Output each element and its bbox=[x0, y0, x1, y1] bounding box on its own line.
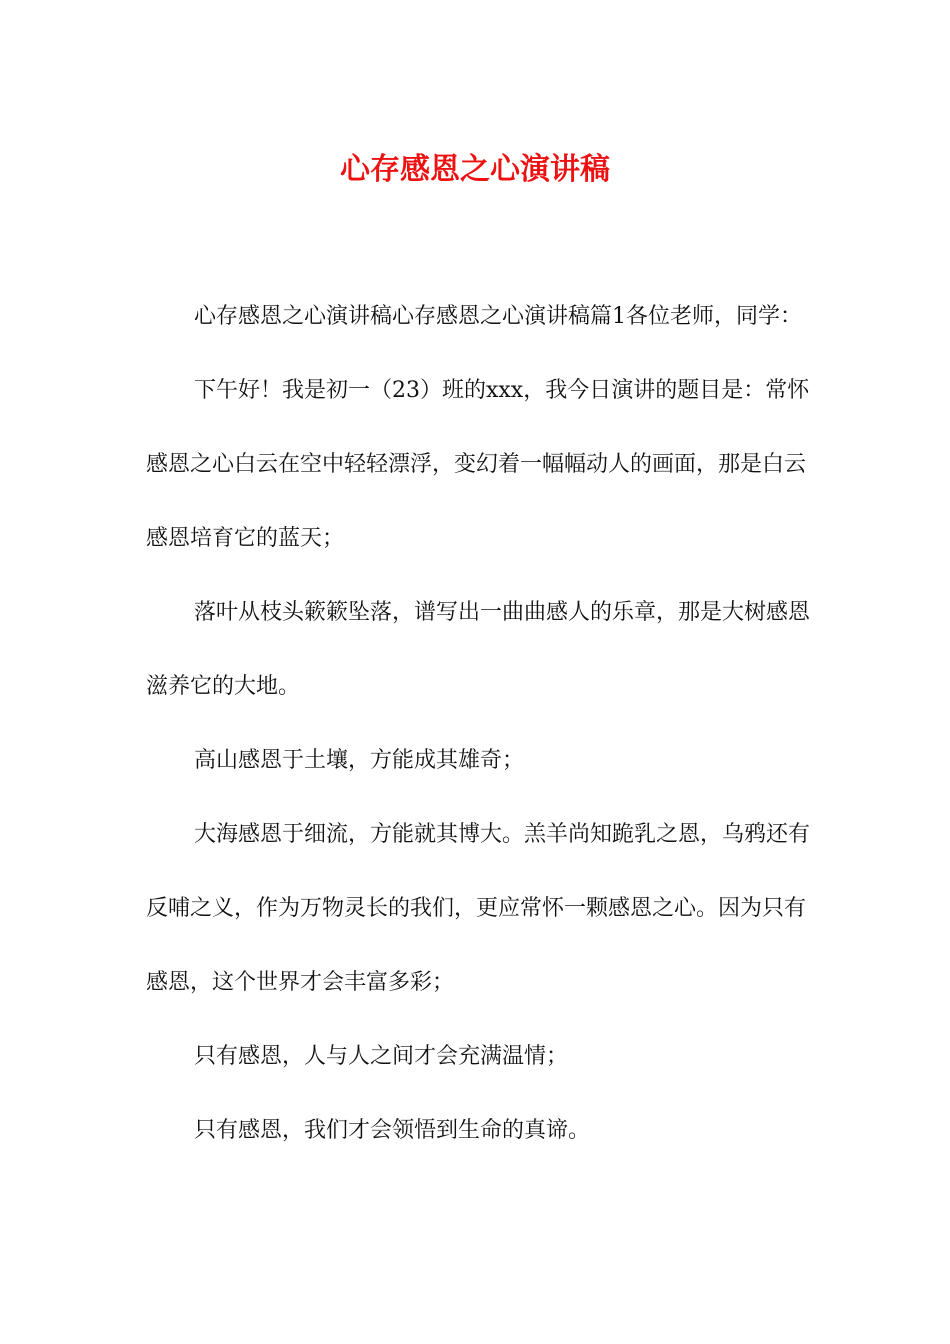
paragraph-7: 只有感恩，我们才会领悟到生命的真谛。 bbox=[194, 1118, 591, 1143]
paragraph-5: 大海感恩于细流，方能就其博大。羔羊尚知跪乳之恩，乌鸦还有反哺之义，作为万物灵长的我们，更应常怀一颗感恩之心。因为只有感恩，这个世界才会丰富多彩； bbox=[146, 822, 811, 995]
paragraph-1: 心存感恩之心演讲稿心存感恩之心演讲稿篇1各位老师，同学： bbox=[194, 304, 802, 329]
paragraph-6: 只有感恩，人与人之间才会充满温情； bbox=[194, 1044, 569, 1069]
paragraph-2: 下午好！我是初一（23）班的xxx，我今日演讲的题目是：常怀感恩之心白云在空中轻轻漂浮，变幻着一幅幅动人的画面，那是白云感恩培育它的蓝天； bbox=[146, 378, 810, 551]
document-title: 心存感恩之心演讲稿 bbox=[340, 152, 610, 187]
paragraph-3: 落叶从枝头簌簌坠落，谱写出一曲曲感人的乐章，那是大树感恩滋养它的大地。 bbox=[146, 600, 811, 699]
paragraph-4: 高山感恩于土壤，方能成其雄奇； bbox=[194, 748, 525, 773]
document-body bbox=[146, 280, 816, 1168]
